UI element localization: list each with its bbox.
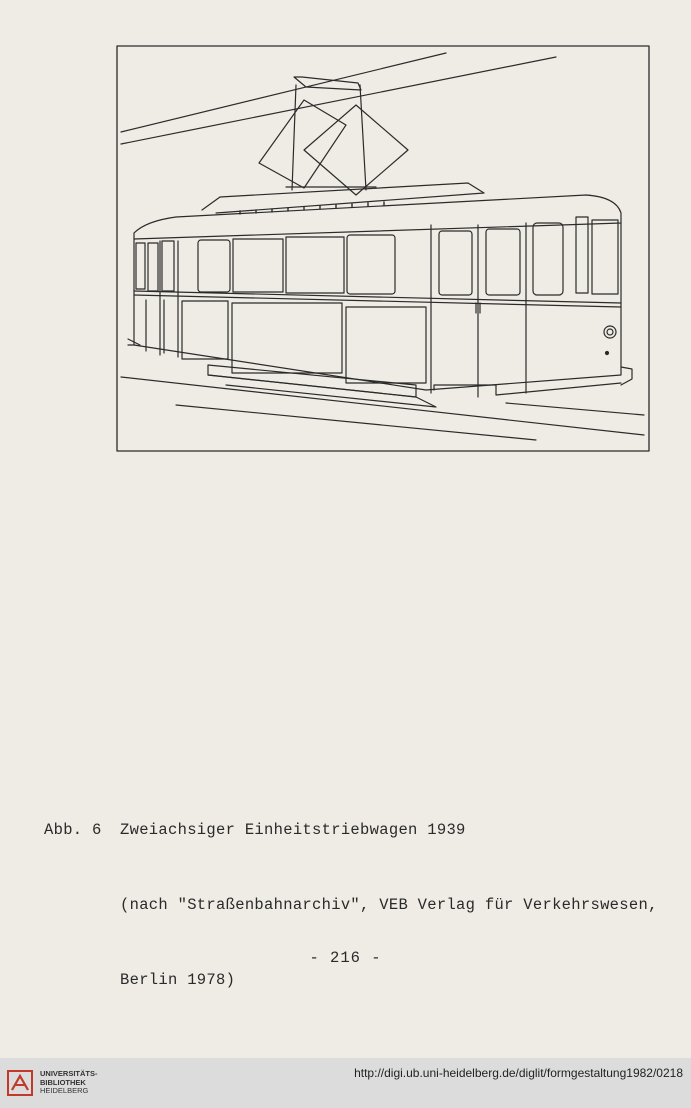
library-name-line-3: HEIDELBERG (40, 1086, 89, 1096)
library-name-line-2: BIBLIOTHEK (40, 1077, 86, 1087)
caption-line-2: (nach "Straßenbahnarchiv", VEB Verlag für Verkehrswesen, (120, 896, 658, 914)
caption-line-3: Berlin 1978) (120, 971, 236, 989)
library-name-line-1: UNIVERSITÄTS- (40, 1069, 98, 1079)
caption-line-1 (44, 818, 658, 843)
page-number: - 216 - (309, 949, 382, 967)
source-url-link[interactable]: http://digi.ub.uni-heidelberg.de/diglit/formgestaltung1982/0218 (354, 1066, 683, 1080)
library-logo[interactable] (6, 1066, 98, 1100)
library-name (40, 1070, 98, 1096)
figure-caption (44, 768, 658, 1043)
library-footer-bar (0, 1058, 691, 1108)
caption-label: Abb. 6 (44, 821, 102, 839)
library-crest-icon (6, 1068, 34, 1098)
tram-illustration (116, 45, 650, 453)
caption-title: Zweiachsiger Einheitstriebwagen 1939 (120, 821, 466, 839)
